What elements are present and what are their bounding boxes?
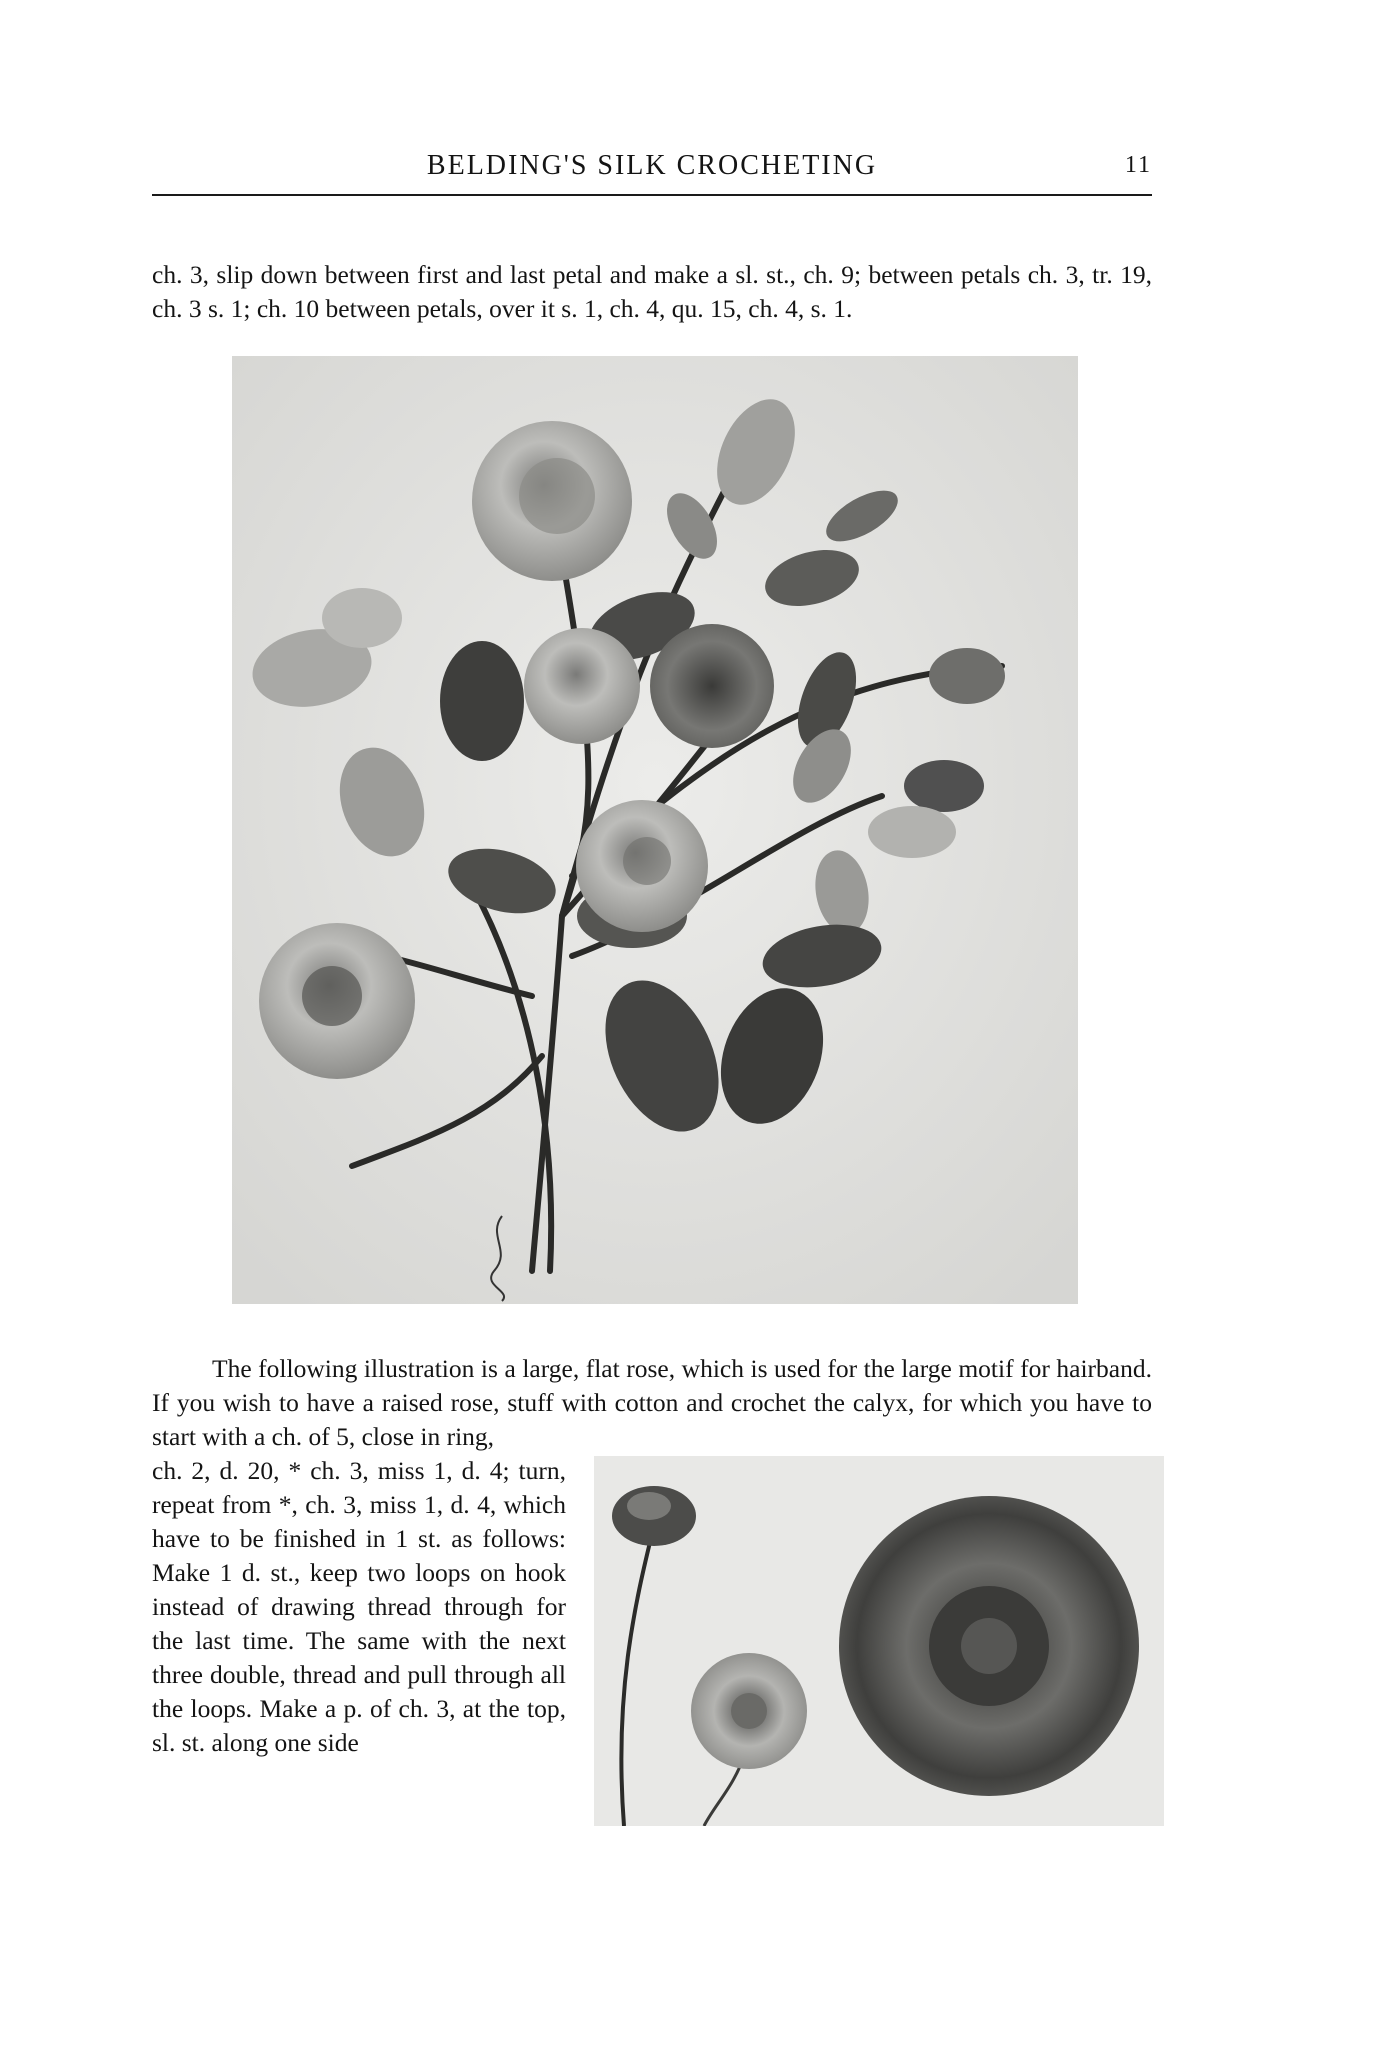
running-header (152, 146, 1152, 196)
page-number: 11 (1124, 152, 1152, 178)
rose-motifs-photo (594, 1456, 1164, 1826)
bouquet-image (232, 356, 1078, 1304)
paragraph-calyx-instructions: ch. 2, d. 20, * ch. 3, miss 1, d. 4; turn, repeat from *, ch. 3, miss 1, d. 4, which have to be finished in 1 st. as follows: Make 1 d. st., keep two loops on hook instead of drawing thread through for the last time. The same with the next three double, thread and pull through all the loops. Make a p. of ch. 3, at the top, sl. st. along one side (152, 1455, 566, 1757)
paragraph-continuation: ch. 3, slip down between first and last petal and make a sl. st., ch. 9; between petals ch. 3, tr. 19, ch. 3 s. 1; ch. 10 between petals, over it s. 1, ch. 4, qu. 15, ch. 4, s. 1. (152, 259, 1152, 323)
paragraph-hairband-rose: The following illustration is a large, flat rose, which is used for the large motif for hairband. If you wish to have a raised rose, stuff with cotton and crochet the calyx, for which you have to start with a ch. of 5, close in ring, (152, 1353, 1152, 1451)
bouquet-photo (232, 356, 1078, 1304)
running-title: BELDING'S SILK CROCHETING (426, 150, 878, 181)
rose-motifs-image (594, 1456, 1164, 1826)
